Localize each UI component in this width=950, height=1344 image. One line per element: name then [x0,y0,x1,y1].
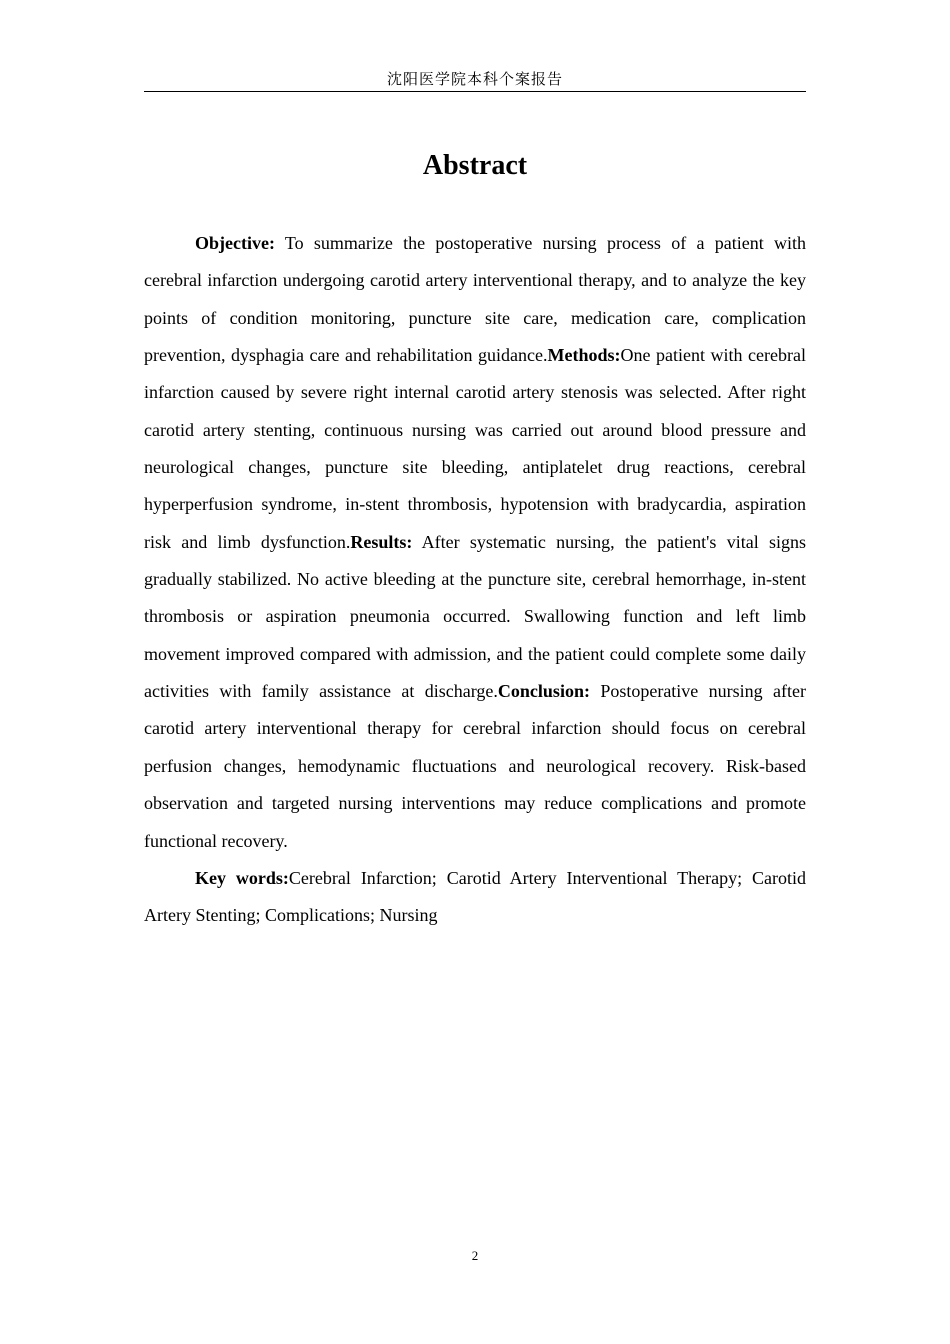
abstract-paragraph [144,225,806,860]
results-text: After systematic nursing, the patient's vital signs gradually stabilized. No active bleeding at the puncture site, cerebral hemorrhage, in-stent thrombosis or aspiration pneumonia occurred. Swallowing function and left limb movement improved compared with admission, and the patient could complete some daily activities with family assistance at discharge. [144,531,806,702]
results-label: Results: [350,531,413,552]
abstract-title: Abstract [422,150,528,181]
conclusion-text: Postoperative nursing after carotid artery interventional therapy for cerebral infarction should focus on cerebral perfusion changes, hemodynamic fluctuations and neurological recovery. Risk-based observation and targeted nursing interventions may reduce complications and promote functional recovery. [144,681,807,851]
keywords-label: Key words: [195,867,289,888]
objective-text: To summarize the postoperative nursing process of a patient with cerebral infarction undergoing carotid artery interventional therapy, and to analyze the key points of condition monitoring, puncture site care, medication care, complication prevention, dysphagia care and rehabilitation guidance. [144,233,806,366]
keywords-paragraph [144,860,806,935]
conclusion-label: Conclusion: [497,681,590,702]
methods-label: Methods: [547,345,621,366]
page-number: 2 [471,1248,479,1263]
abstract-body [144,225,806,935]
objective-label: Objective: [195,233,275,253]
running-header: 沈阳医学院本科个案报告 [144,68,806,92]
keywords-text: Cerebral Infarction; Carotid Artery Interventional Therapy; Carotid Artery Stenting; Complications; Nursing [144,867,806,926]
methods-text: One patient with cerebral infarction caused by severe right internal carotid artery stenosis was selected. After right carotid artery stenting, continuous nursing was carried out around blood pressure and neurological changes, puncture site bleeding, antiplatelet drug reactions, cerebral hyperperfusion syndrome, in-stent thrombosis, hypotension with bradycardia, aspiration risk and limb dysfunction. [144,345,806,552]
